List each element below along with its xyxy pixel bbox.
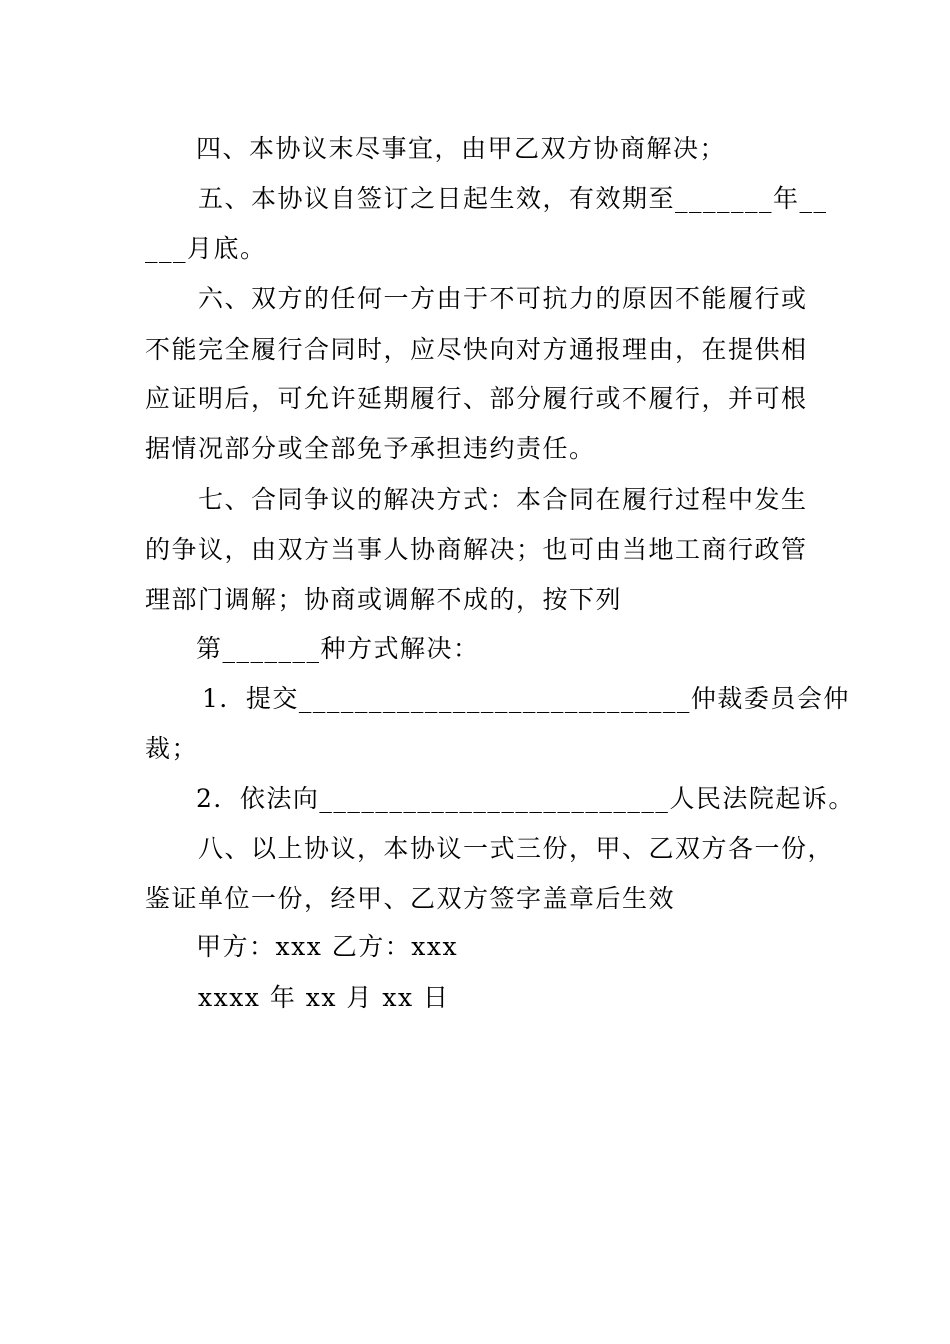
clause-7-line-1: 七、合同争议的解决方式：本合同在履行过程中发生 [198,485,808,514]
option-1-line-1: 1．提交____________________________仲裁委员会仲 [202,684,850,713]
clause-6-line-4: 据情况部分或全部免予承担违约责任。 [145,434,596,463]
date-line: xxxx 年 xx 月 xx 日 [198,983,450,1012]
clause-7-line-3: 理部门调解；协商或调解不成的，按下列 [145,585,623,614]
option-2-line: 2．依法向_________________________人民法院起诉。 [196,784,855,813]
clause-4-line: 四、本协议末尽事宜，由甲乙双方协商解决； [196,134,727,163]
option-1-line-2: 裁； [145,734,199,763]
clause-7-line-2: 的争议，由双方当事人协商解决；也可由当地工商行政管 [145,535,808,564]
clause-6-line-3: 应证明后，可允许延期履行、部分履行或不履行，并可根 [145,384,808,413]
clause-5-line-2: ___月底。 [145,234,267,263]
clause-7-method-line: 第_______种方式解决： [196,634,480,663]
clause-6-line-1: 六、双方的任何一方由于不可抗力的原因不能履行或 [198,284,808,313]
clause-6-line-2: 不能完全履行合同时，应尽快向对方通报理由，在提供相 [145,335,808,364]
clause-8-line-1: 八、以上协议，本协议一式三份，甲、乙双方各一份， [198,834,835,863]
clause-5-line-1: 五、本协议自签订之日起生效，有效期至_______年__ [198,184,828,213]
clause-8-line-2: 鉴证单位一份，经甲、乙双方签字盖章后生效 [145,884,676,913]
parties-signature-line: 甲方：xxx 乙方：xxx [196,932,459,961]
